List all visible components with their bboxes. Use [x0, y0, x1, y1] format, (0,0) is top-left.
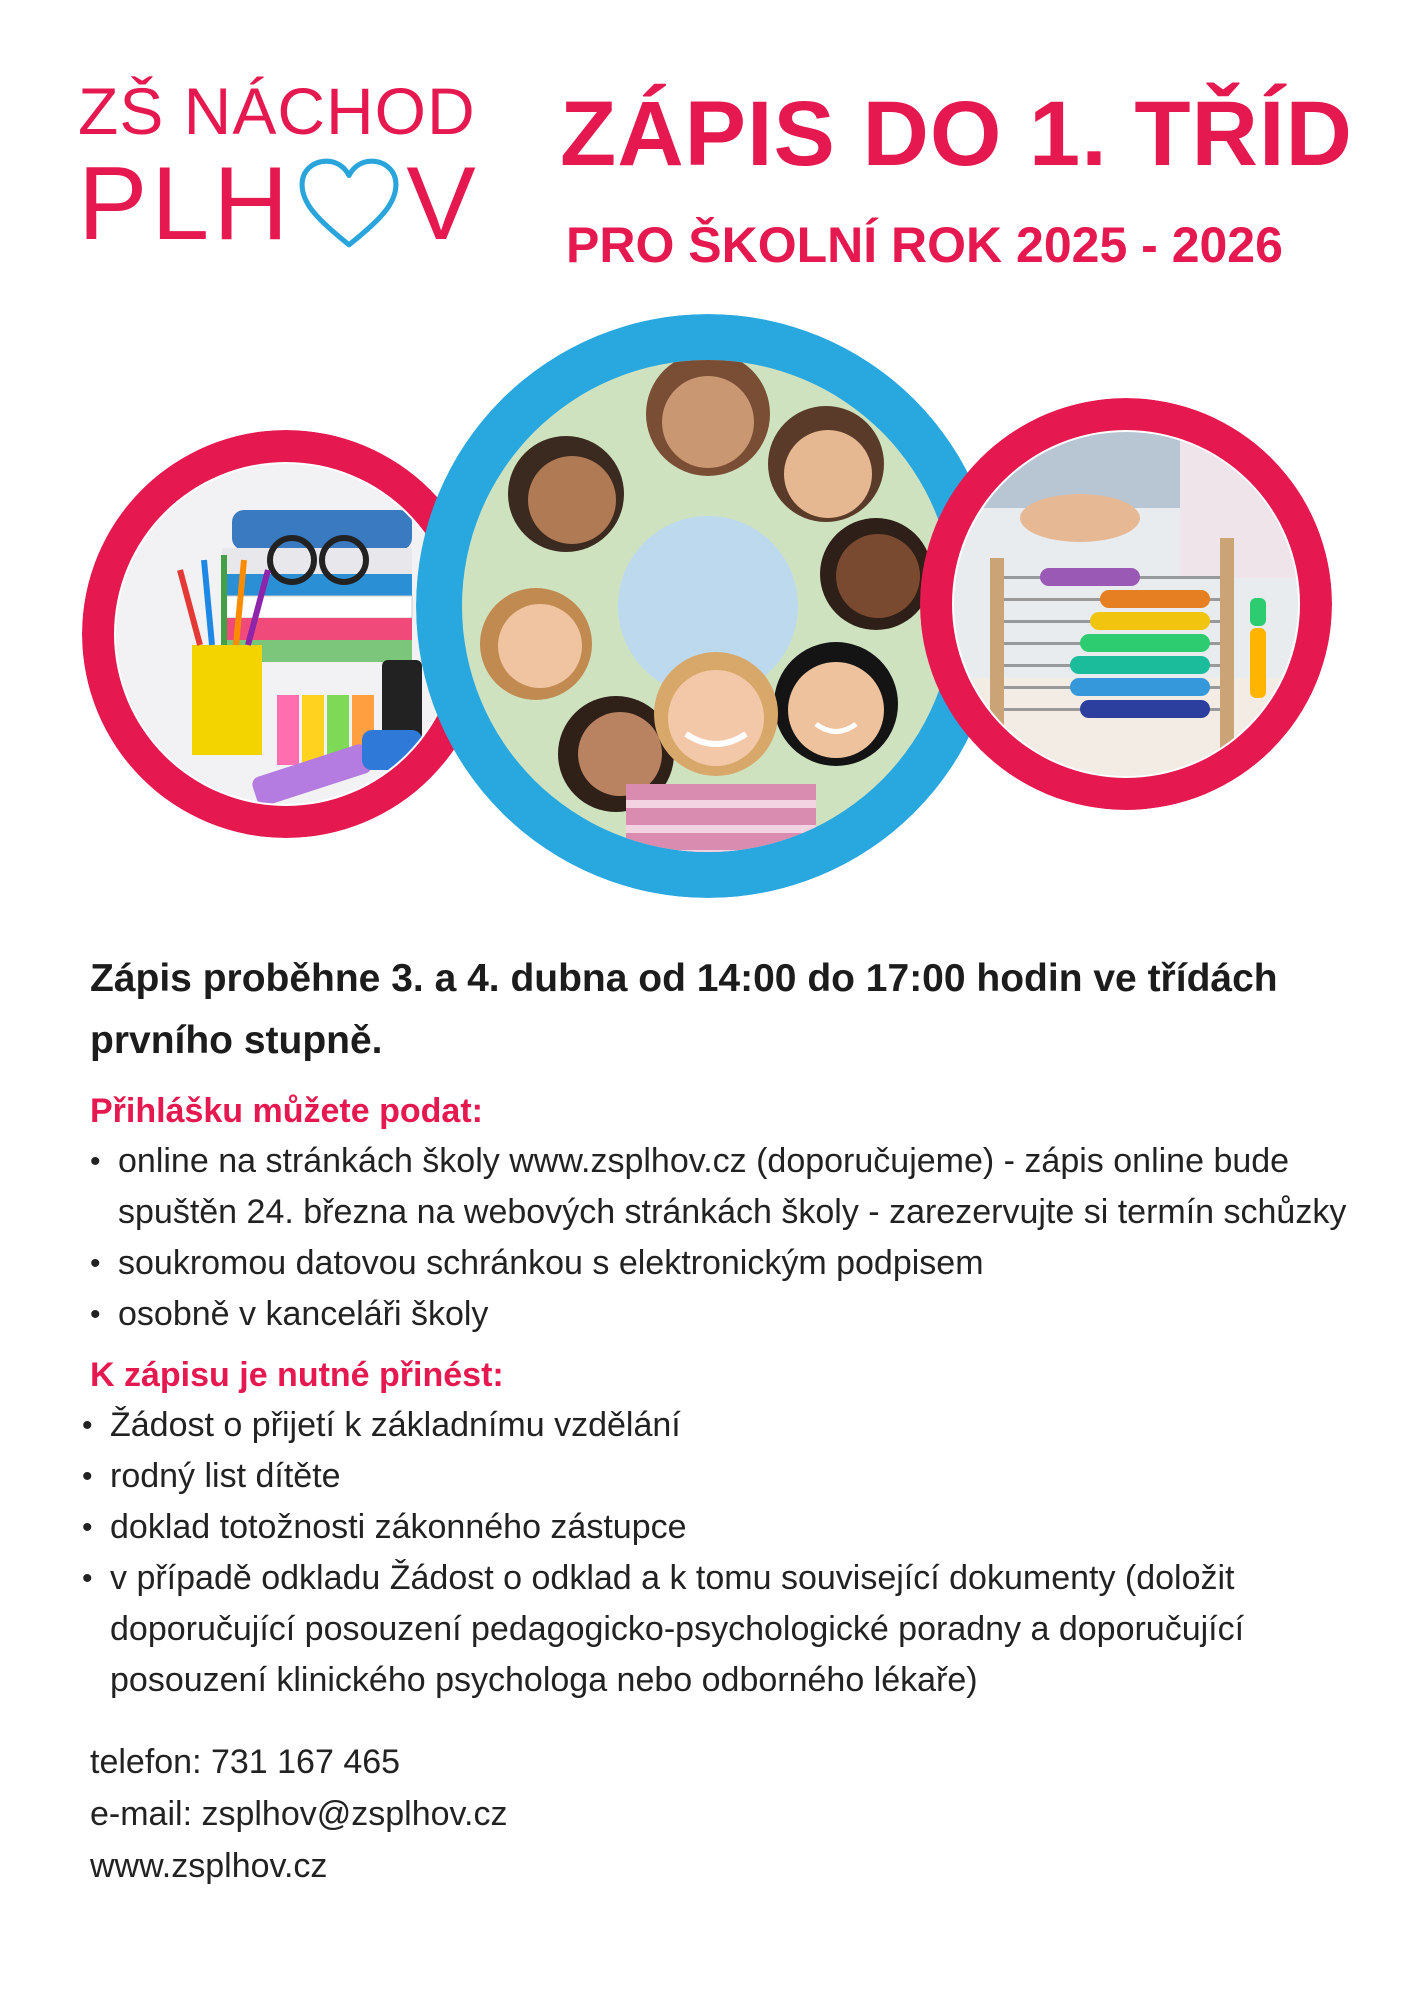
list-item: • doklad totožnosti zákonného zástupce: [110, 1502, 1350, 1553]
list-item: • online na stránkách školy www.zsplhov.cz (doporučujeme) - zápis online bude spuštěn 24. března na webových stránkách školy - zarezervujte si termín schůzky: [118, 1136, 1350, 1238]
children-circle-photo: [416, 314, 1000, 898]
list-item: • soukromou datovou schránkou s elektronickým podpisem: [118, 1238, 1350, 1289]
list-item: • osobně v kanceláři školy: [118, 1289, 1350, 1340]
poster-content: [90, 948, 1350, 1892]
apply-heading: Přihlášku můžete podat:: [90, 1092, 483, 1130]
bring-heading: K zápisu je nutné přinést:: [90, 1356, 504, 1394]
logo-school-name: ZŠ NÁCHOD: [78, 74, 476, 148]
apply-list: [90, 1136, 1350, 1340]
poster-header: [560, 83, 1360, 273]
list-item: • Žádost o přijetí k základnímu vzdělání: [110, 1400, 1350, 1451]
contact-info: [90, 1736, 1350, 1892]
school-logo: [78, 74, 480, 262]
list-item: • v případě odkladu Žádost o odklad a k tomu související dokumenty (doložit doporučující posouzení pedagogicko-psychologické poradny a doporučující posouzení klinického psychologa nebo odborného lékaře): [110, 1553, 1350, 1706]
list-item: • rodný list dítěte: [110, 1451, 1350, 1502]
enrollment-date-text: Zápis proběhne 3. a 4. dubna od 14:00 do 17:00 hodin ve třídách prvního stupně.: [90, 957, 1278, 1062]
logo-text-left: PLH: [78, 146, 293, 262]
logo-text-right: V: [406, 146, 480, 262]
abacus-photo: [920, 398, 1332, 810]
photo-group: [0, 300, 1414, 920]
bring-list: [90, 1400, 1350, 1706]
website-text: www.zsplhov.cz: [90, 1847, 328, 1885]
phone-text: telefon: 731 167 465: [90, 1743, 401, 1781]
poster-subtitle: PRO ŠKOLNÍ ROK 2025 - 2026: [566, 217, 1283, 273]
poster-title: ZÁPIS DO 1. TŘÍD: [560, 83, 1353, 185]
heart-outline-icon: [298, 156, 400, 252]
email-text: e-mail: zsplhov@zsplhov.cz: [90, 1795, 508, 1833]
logo-plhov: [78, 146, 480, 262]
